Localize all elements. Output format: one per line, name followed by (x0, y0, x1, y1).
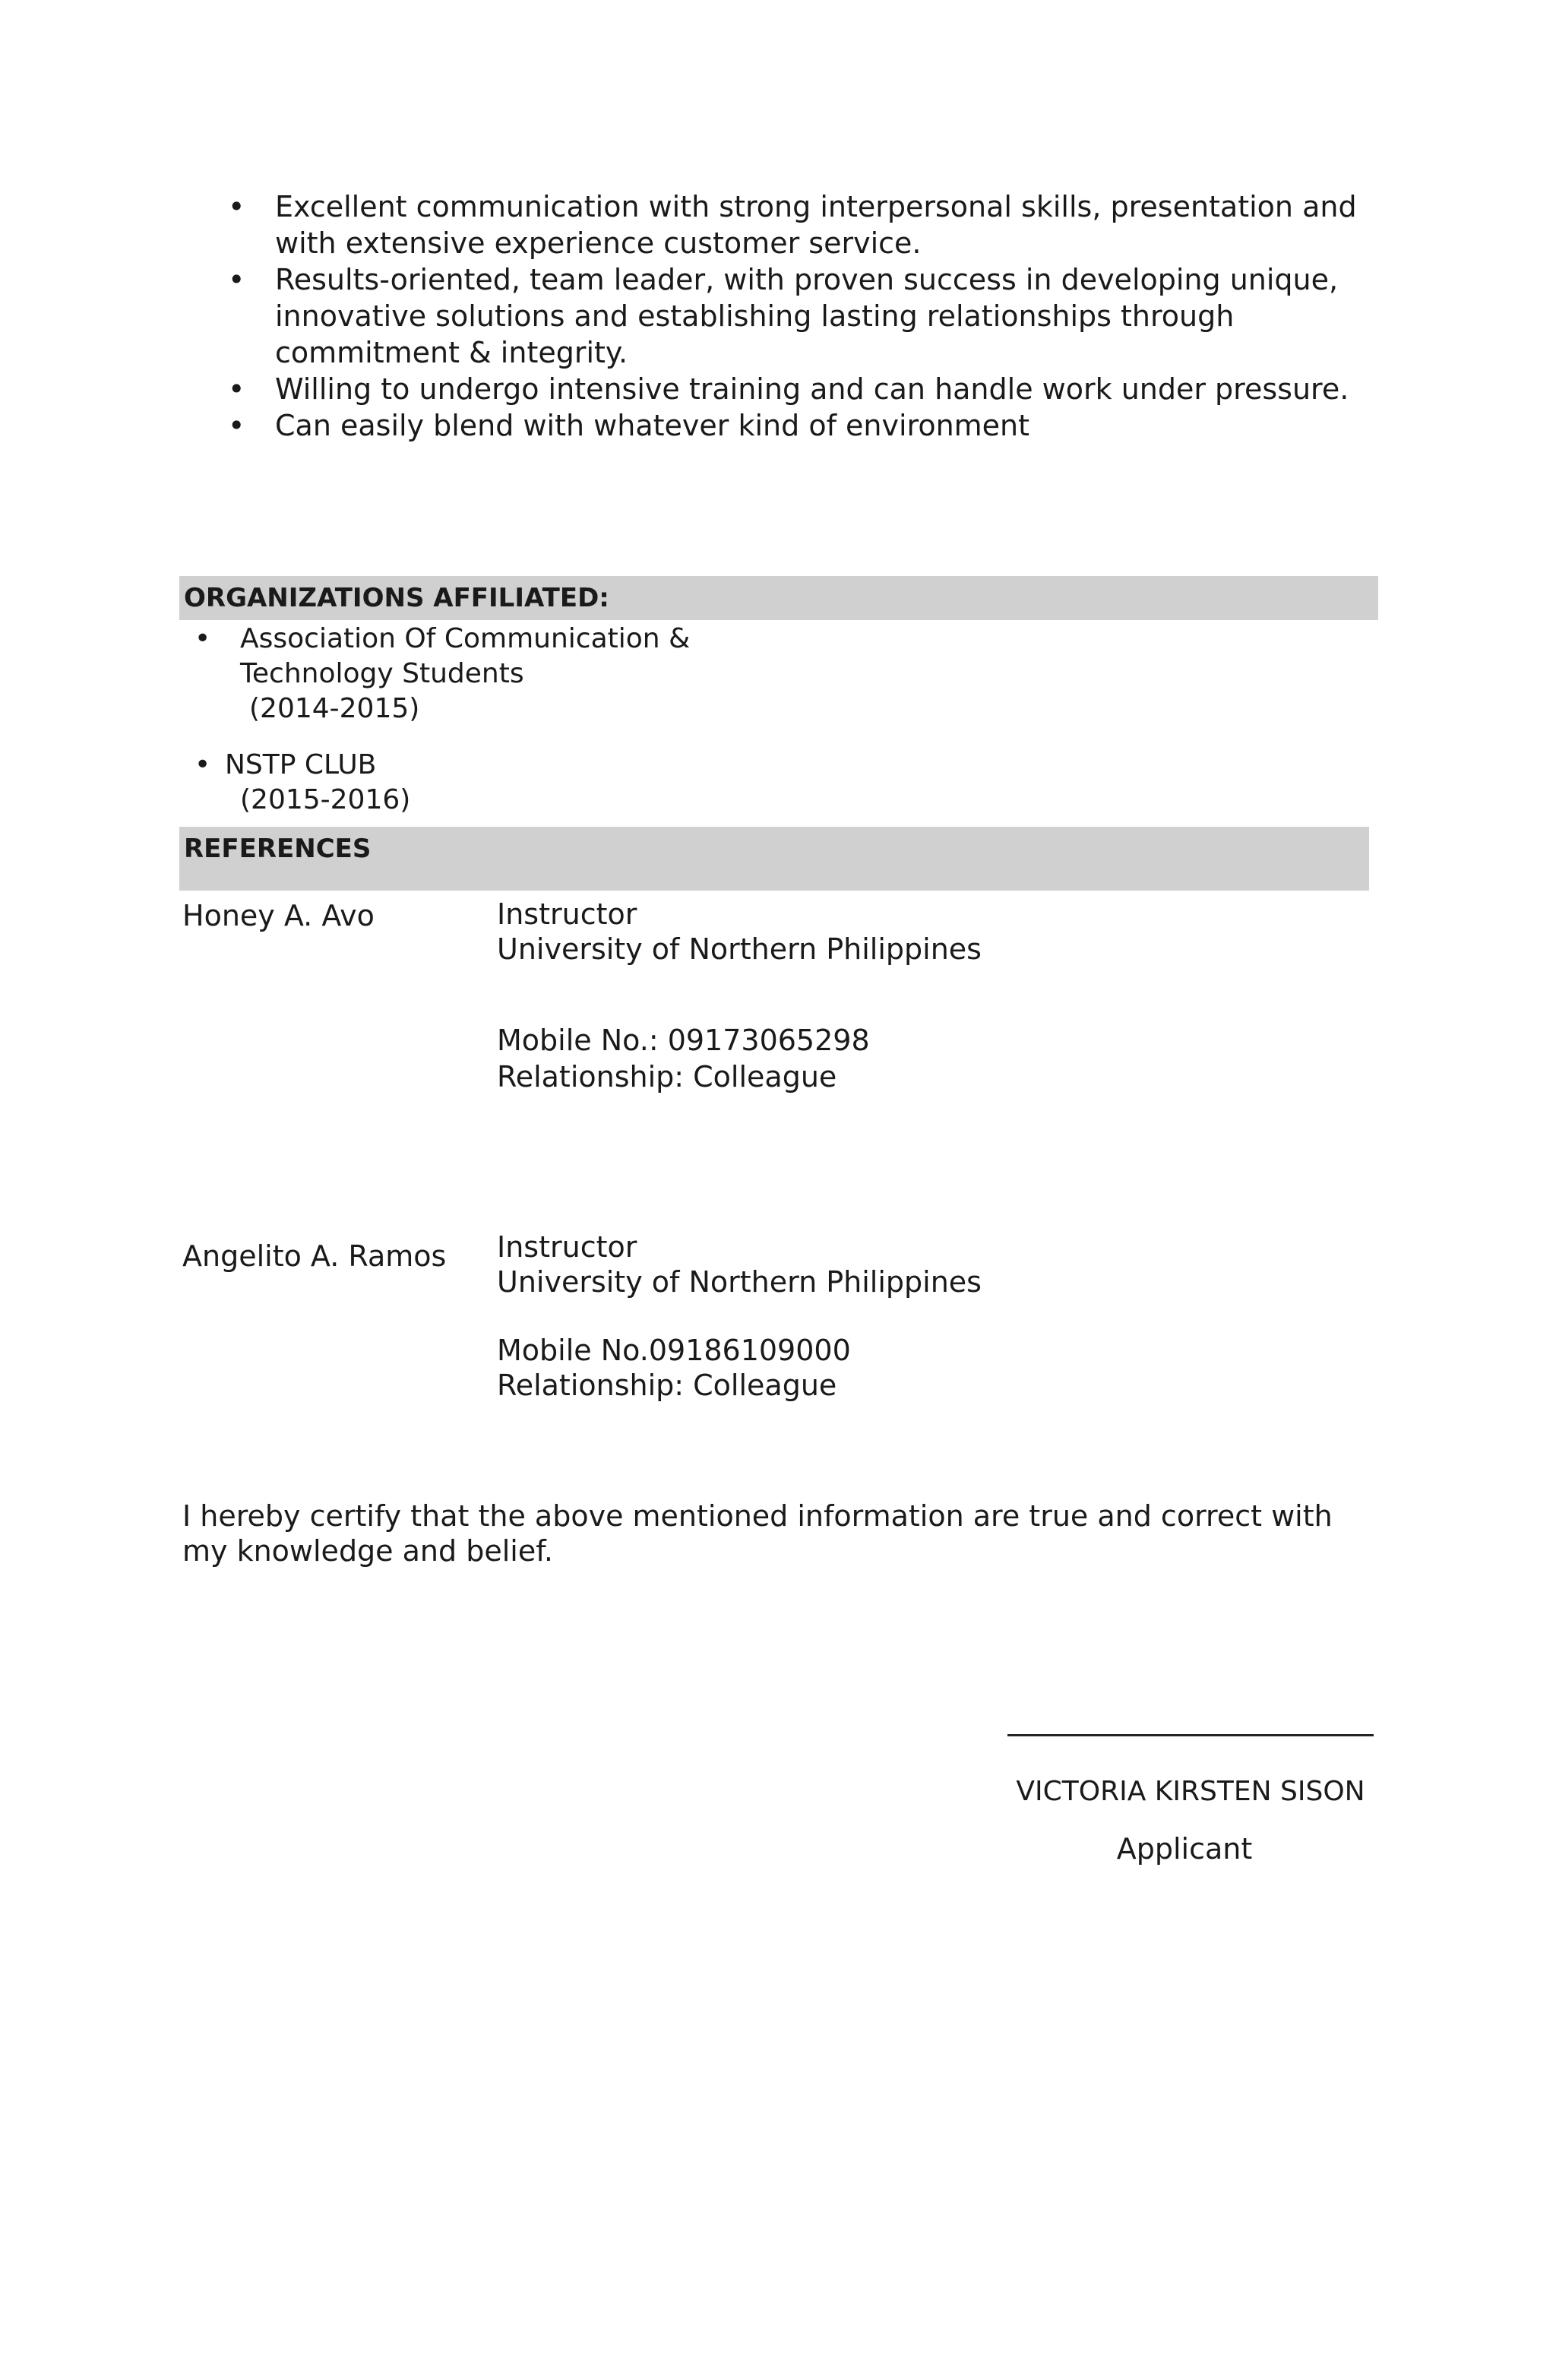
skill-text: Can easily blend with whatever kind of environment (275, 409, 1030, 442)
reference-mobile: Mobile No.09186109000 (497, 1334, 851, 1367)
organization-name: Association Of Communication & (240, 623, 691, 654)
skills-list (228, 188, 1383, 444)
reference-name: Angelito A. Ramos (182, 1239, 447, 1273)
applicant-name: VICTORIA KIRSTEN SISON (1016, 1776, 1365, 1807)
reference-mobile: Mobile No.: 09173065298 (497, 1024, 870, 1057)
certification-statement: I hereby certify that the above mentioned information are true and correct with my knowledge and belief. (182, 1499, 1333, 1568)
organization-name: NSTP CLUB (225, 749, 377, 780)
list-item (194, 748, 802, 818)
applicant-role-wrap (1007, 1831, 1374, 1866)
list-item (228, 261, 1383, 371)
organizations-list (194, 622, 802, 818)
bullet-icon: • (228, 372, 245, 406)
references-header: REFERENCES (179, 827, 1369, 891)
skill-text: Results-oriented, team leader, with proven success in developing unique, innovative solutions and establishing lasting relationships through commitment & integrity. (275, 263, 1339, 369)
reference-organization: University of Northern Philippines (497, 932, 982, 966)
bullet-icon: • (194, 749, 211, 780)
reference-organization: University of Northern Philippines (497, 1265, 982, 1299)
reference-title: Instructor (497, 897, 637, 931)
reference-name: Honey A. Avo (182, 899, 375, 932)
bullet-icon: • (194, 623, 211, 654)
list-item (228, 371, 1383, 407)
skill-text: Willing to undergo intensive training and can handle work under pressure. (275, 372, 1349, 406)
organization-name-cont: Technology Students (240, 658, 524, 689)
reference-relationship: Relationship: Colleague (497, 1369, 837, 1402)
list-item (194, 622, 802, 726)
list-item (228, 188, 1383, 261)
skill-text: Excellent communication with strong interpersonal skills, presentation and with extensive experience customer service. (275, 190, 1357, 260)
bullet-icon: • (228, 263, 245, 296)
bullet-icon: • (228, 190, 245, 223)
reference-relationship: Relationship: Colleague (497, 1060, 837, 1093)
organization-years: (2015-2016) (240, 784, 411, 815)
organizations-header: ORGANIZATIONS AFFILIATED: (179, 576, 1378, 620)
reference-title: Instructor (497, 1230, 637, 1264)
bullet-icon: • (228, 409, 245, 442)
organization-years: (2014-2015) (249, 693, 420, 724)
list-item (228, 407, 1383, 444)
signature-line (1007, 1734, 1374, 1736)
applicant-role: Applicant (1116, 1832, 1253, 1866)
